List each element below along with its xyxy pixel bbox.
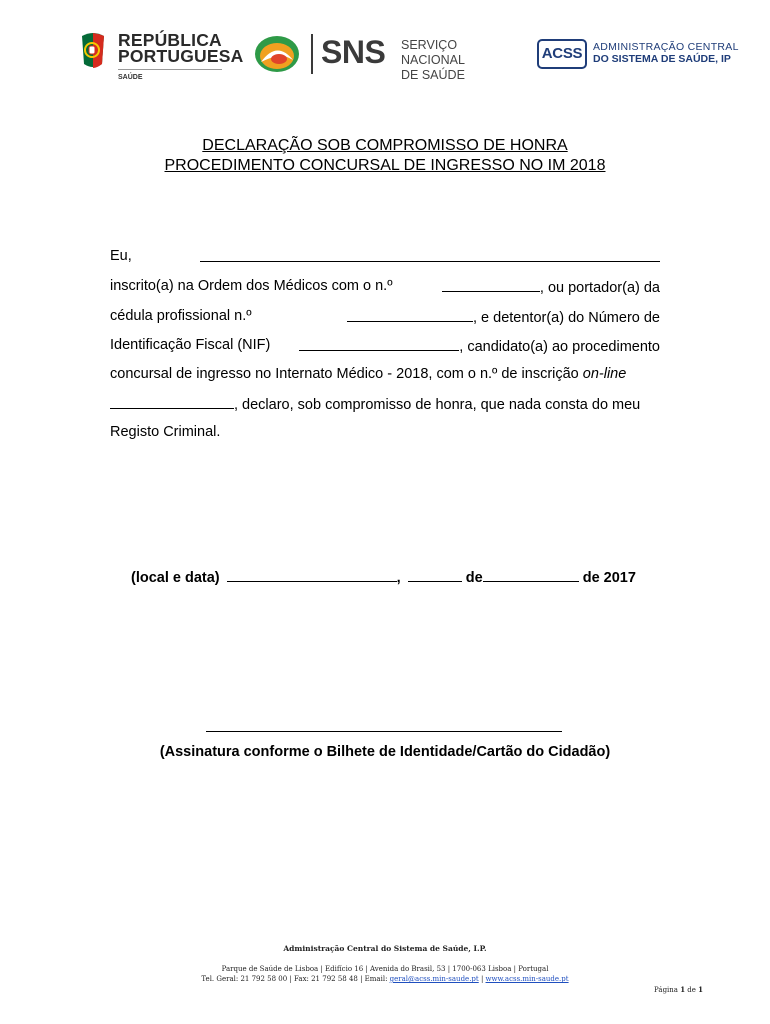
eu-label: Eu, — [110, 248, 132, 264]
inscricao-line — [110, 364, 660, 384]
cedula-number-field[interactable] — [347, 306, 473, 322]
cedula-line — [110, 306, 660, 326]
ordem-label: inscrito(a) na Ordem dos Médicos com o n.º — [110, 278, 393, 294]
detentor-label: , e detentor(a) do Número de — [473, 310, 660, 326]
acss-full-name: ADMINISTRAÇÃO CENTRAL DO SISTEMA DE SAÚDE, IP — [593, 41, 739, 65]
candidato-label: , candidato(a) ao procedimento — [459, 339, 660, 355]
declaro-line — [110, 393, 660, 413]
sns-logo — [253, 30, 523, 82]
ordem-number-field[interactable] — [442, 276, 540, 292]
footer-website-link[interactable]: www.acss.min-saude.pt — [485, 975, 569, 983]
signature-caption: (Assinatura conforme o Bilhete de Identidade/Cartão do Cidadão) — [159, 744, 611, 760]
inscricao-label: concursal de ingresso no Internato Médico - 2018, com o n.º de inscrição — [110, 366, 583, 382]
republica-portuguesa-logo — [78, 28, 244, 86]
page-of: de — [685, 986, 699, 994]
sns-emblem-icon — [253, 34, 301, 74]
sns-divider — [311, 34, 313, 74]
footer-email-link[interactable]: geral@acss.min-saude.pt — [389, 975, 479, 983]
local-date-field[interactable] — [227, 566, 397, 582]
portador-label: , ou portador(a) da — [539, 280, 660, 296]
page-current: 1 — [680, 985, 686, 994]
footer-address: Parque de Saúde de Lisboa | Edifício 16 | Avenida do Brasil, 53 | 1700-063 Lisboa | Portugal — [221, 965, 549, 973]
cedula-label: cédula profissional n.º — [110, 308, 252, 324]
ordem-line — [110, 276, 660, 296]
footer-phone-fax: Tel. Geral: 21 792 58 00 | Fax: 21 792 58 48 | Email: — [201, 975, 390, 983]
footer-contacts — [0, 975, 770, 983]
name-line — [110, 246, 660, 266]
nif-field[interactable] — [299, 335, 459, 351]
document-title-line-2: PROCEDIMENTO CONCURSAL DE INGRESSO NO IM 2018 — [164, 157, 606, 174]
document-title-line-1: DECLARAÇÃO SOB COMPROMISSO DE HONRA — [202, 137, 568, 154]
de-label: de — [465, 570, 483, 586]
logo-divider — [118, 69, 222, 70]
acss-logo — [537, 39, 739, 73]
signature-field[interactable] — [206, 731, 562, 732]
nif-label: Identificação Fiscal (NIF) — [110, 337, 271, 353]
month-field[interactable] — [483, 566, 579, 582]
footer-separator: | — [478, 975, 486, 983]
day-field[interactable] — [408, 566, 462, 582]
online-label: on-line — [582, 366, 627, 382]
year-label: de 2017 — [582, 570, 636, 586]
page-label: Página — [654, 986, 681, 994]
acss-abbreviation: ACSS — [537, 39, 587, 69]
name-field[interactable] — [200, 246, 660, 262]
registo-criminal-label: Registo Criminal. — [110, 424, 221, 440]
page-number — [654, 985, 703, 994]
inscricao-number-field[interactable] — [110, 393, 234, 409]
sns-abbreviation: SNS — [321, 34, 386, 70]
local-date-line — [131, 566, 636, 588]
registo-line — [110, 422, 660, 442]
portuguese-flag-emblem-icon — [78, 30, 108, 70]
nif-line — [110, 335, 660, 355]
republica-portuguesa-text: REPÚBLICA PORTUGUESA — [118, 30, 244, 66]
saude-label: SAÚDE — [118, 74, 143, 81]
sns-full-name: SERVIÇO NACIONAL DE SAÚDE — [401, 38, 465, 82]
declaro-label: , declaro, sob compromisso de honra, que nada consta do meu — [234, 397, 641, 413]
date-comma: , — [396, 570, 401, 586]
local-data-label: (local e data) — [131, 570, 220, 586]
footer-organization: Administração Central do Sistema de Saúde, I.P. — [283, 944, 487, 953]
page-total: 1 — [698, 985, 704, 994]
